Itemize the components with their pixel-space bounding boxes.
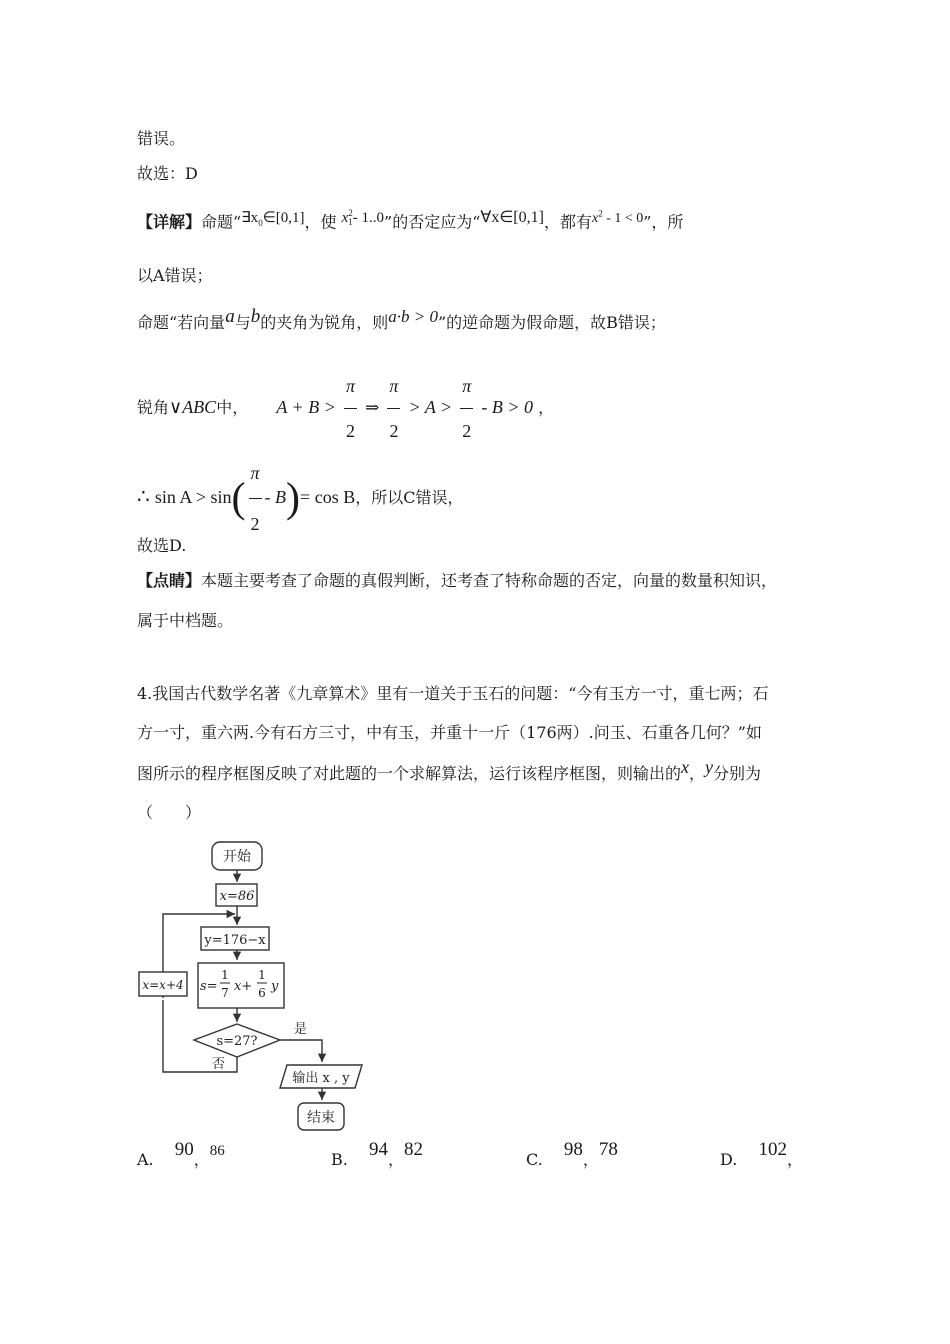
text-span: ， xyxy=(538,398,555,417)
condition-label: s=27? xyxy=(216,1034,258,1049)
text-line: 故选D. xyxy=(137,536,187,555)
math-sup: 2 xyxy=(598,208,603,218)
text-span: ，都有 xyxy=(543,212,592,232)
frac-den: 2 xyxy=(345,421,355,441)
frac-den: 2 xyxy=(250,514,260,534)
s-frac1-den: 7 xyxy=(221,986,229,1000)
option-comma: ， xyxy=(582,1150,599,1169)
math-span: a·b > 0 xyxy=(388,307,438,326)
math-span: sin A > sin xyxy=(154,487,232,507)
frac-num: π xyxy=(387,364,400,409)
yes-label: 是 xyxy=(294,1022,308,1037)
math-span: y xyxy=(705,757,714,777)
text-span: 本题主要考查了命题的真假判断，还考查了特称命题的否定，向量的数量积知识， xyxy=(201,571,778,590)
text-line: 故选：D xyxy=(137,164,198,183)
s-frac1-num: 1 xyxy=(221,968,229,982)
option-letter: A. xyxy=(137,1150,154,1169)
text-span: 命题“若向量 xyxy=(137,313,226,332)
right-paren: ) xyxy=(286,475,301,522)
detail-paragraph xyxy=(137,208,683,240)
math-x1 xyxy=(342,210,384,226)
s-frac2-num: 1 xyxy=(258,968,266,982)
option-c[interactable] xyxy=(526,1139,618,1171)
no-label: 否 xyxy=(212,1057,226,1072)
text-span: ，使 xyxy=(304,212,337,232)
math-sub: 0 xyxy=(258,217,263,228)
option-letter: D. xyxy=(720,1150,738,1169)
comment-paragraph xyxy=(137,570,777,592)
option-value: 102 xyxy=(758,1139,787,1160)
math-span: > A > xyxy=(408,397,453,417)
math-span: b xyxy=(250,306,261,327)
detail-label: 【详解】 xyxy=(137,212,202,232)
math-exists xyxy=(241,210,304,226)
option-value: 86 xyxy=(209,1143,225,1159)
math-span: a xyxy=(225,306,235,327)
option-a[interactable] xyxy=(137,1139,225,1171)
text-span: ， xyxy=(689,764,706,783)
math-forall: ∀x∈[0,1] xyxy=(480,208,544,226)
frac-den: 2 xyxy=(462,421,472,441)
text-span: ”的否定应为“ xyxy=(384,212,481,232)
text-span: 与 xyxy=(234,313,251,332)
text-span: 命题“ xyxy=(201,212,242,232)
math-sup: 2 xyxy=(348,208,353,219)
math-span: ∃x xyxy=(241,209,259,226)
condition-node xyxy=(194,1024,280,1057)
text-span: ，所以C错误， xyxy=(355,488,464,507)
option-value: 90 xyxy=(174,1139,194,1160)
fraction xyxy=(249,448,262,549)
math-sub: 1 xyxy=(348,217,353,228)
end-node xyxy=(298,1103,344,1130)
text-line: 属于中档题。 xyxy=(137,611,234,630)
text-span: ”，所 xyxy=(643,212,684,232)
math-span: ∨ABC xyxy=(169,397,217,417)
s-x: x+ xyxy=(234,979,253,994)
sin-line xyxy=(137,448,463,549)
question-line: 4.我国古代数学名著《九章算术》里有一道关于玉石的问题：“今有玉方一寸，重七两；石 xyxy=(137,684,769,703)
option-letter: C. xyxy=(526,1150,543,1169)
option-letter: B. xyxy=(331,1150,348,1169)
text-span: 的夹角为锐角，则 xyxy=(260,313,389,332)
init-label: x=86 xyxy=(219,889,255,904)
fraction xyxy=(387,364,400,453)
text-span: ”的逆命题为假命题，故B错误； xyxy=(437,313,666,332)
math-span: - 1..0 xyxy=(352,209,385,226)
math-span: - B xyxy=(264,487,287,507)
start-node xyxy=(212,842,262,870)
option-value: 98 xyxy=(563,1139,583,1160)
end-label: 结束 xyxy=(307,1110,335,1126)
question-line: 方一寸，重六两.今有石方三寸，中有玉，并重十一斤（176两）.问玉、石重各几何？”如 xyxy=(137,723,762,742)
math-span: x xyxy=(341,209,349,226)
s-prefix: s= xyxy=(200,979,218,994)
option-comma: ， xyxy=(387,1150,404,1169)
option-d[interactable] xyxy=(720,1139,803,1171)
comment-label: 【点睛】 xyxy=(137,571,202,590)
math-span: - B > 0 xyxy=(481,397,534,417)
assign-y-label: y=176−x xyxy=(204,933,266,948)
triangle-line xyxy=(137,364,554,453)
math-span: ∈[0,1] xyxy=(262,209,305,226)
math-span: x xyxy=(681,757,690,777)
math-span: = cos B xyxy=(300,487,356,507)
output-node xyxy=(280,1065,362,1088)
assign-s-node xyxy=(198,963,284,1008)
option-b[interactable] xyxy=(331,1139,423,1171)
s-frac2-den: 6 xyxy=(258,986,266,1000)
frac-num: π xyxy=(460,364,473,409)
fraction xyxy=(460,364,473,453)
option-comma: ， xyxy=(786,1150,803,1169)
text-span: 中， xyxy=(216,398,249,417)
therefore-symbol: ∴ xyxy=(137,484,150,508)
init-node xyxy=(216,884,257,906)
fraction xyxy=(344,364,357,453)
math-span: A + B > xyxy=(276,397,336,417)
text-line: 以A错误； xyxy=(137,266,213,285)
question-paren: （ ） xyxy=(137,803,202,822)
option-value: 82 xyxy=(403,1139,423,1160)
frac-den: 2 xyxy=(389,421,399,441)
frac-num: π xyxy=(344,364,357,409)
start-label: 开始 xyxy=(223,849,251,865)
frac-num: π xyxy=(249,448,262,499)
text-span: 分别为 xyxy=(713,764,762,783)
math-span: - 1 < 0 xyxy=(606,210,644,226)
vector-line xyxy=(137,306,666,334)
text-line: 错误。 xyxy=(137,129,186,148)
left-paren: ( xyxy=(231,475,246,522)
option-comma: ， xyxy=(193,1150,210,1169)
text-span: 图所示的程序框图反映了对此题的一个求解算法，运行该程序框图，则输出的 xyxy=(137,764,682,783)
loop-label: x=x+4 xyxy=(142,978,184,992)
s-y: y xyxy=(271,979,279,994)
math-x2 xyxy=(591,208,644,226)
option-value: 78 xyxy=(598,1139,618,1160)
math-span: ⇒ xyxy=(365,398,380,417)
text-span: 锐角 xyxy=(137,398,170,417)
option-value: 94 xyxy=(368,1139,388,1160)
loop-node xyxy=(139,972,187,996)
math-span: x xyxy=(591,210,599,226)
assign-y-node xyxy=(201,927,269,950)
output-label: 输出 x , y xyxy=(292,1071,350,1086)
question-line xyxy=(137,757,762,785)
